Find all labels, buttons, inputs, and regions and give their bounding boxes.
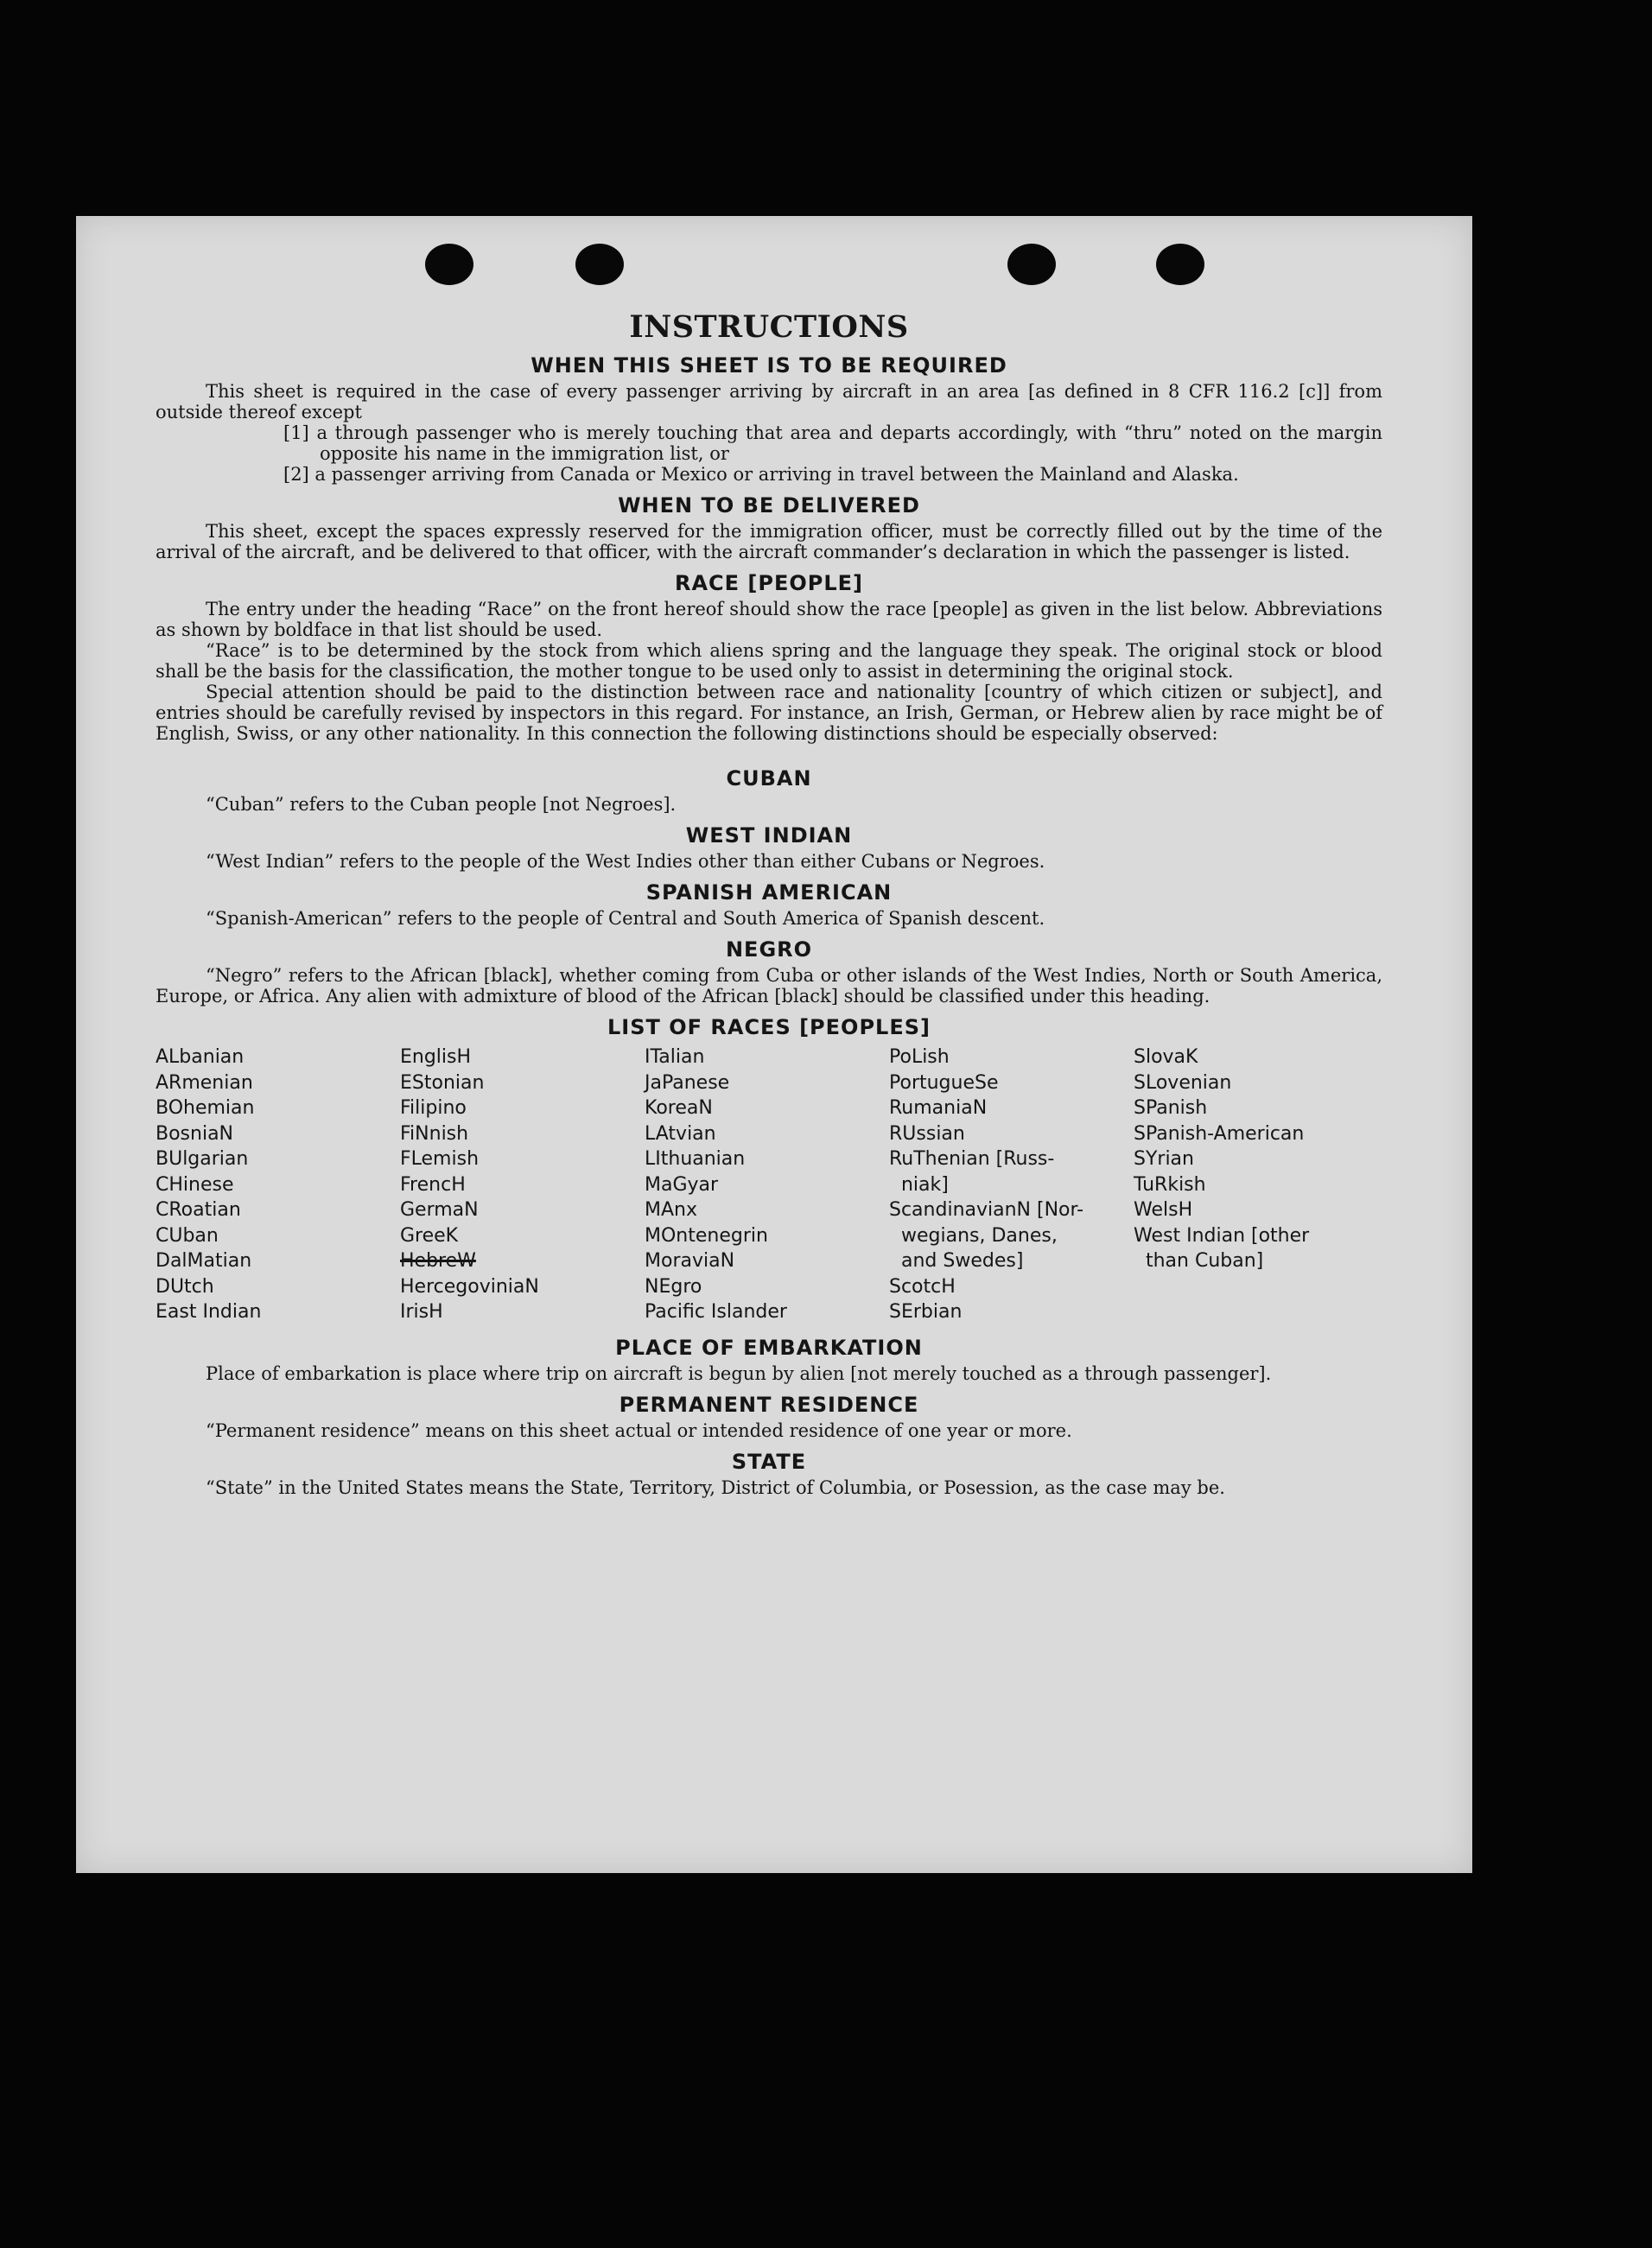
race-item: West Indian [other bbox=[1134, 1224, 1310, 1247]
race-item: SErbian bbox=[889, 1301, 963, 1323]
paragraph: “Race” is to be determined by the stock from which aliens spring and the language they speak. The original stock or blood shall be the basis for the classification, the mother tongue to be used only to assist in determining the original stock. bbox=[156, 640, 1382, 682]
race-item: BUlgarian bbox=[156, 1148, 249, 1170]
race-item: PoLish bbox=[889, 1046, 950, 1068]
race-item: ITalian bbox=[645, 1046, 705, 1068]
race-item: CHinese bbox=[156, 1173, 234, 1196]
race-item: ScandinavianN [Nor- bbox=[889, 1199, 1084, 1221]
race-item: and Swedes] bbox=[889, 1250, 1024, 1272]
section-heading: NEGRO bbox=[725, 937, 813, 962]
race-item: RUssian bbox=[889, 1122, 965, 1145]
race-item: EnglisH bbox=[400, 1046, 472, 1068]
paragraph: “Permanent residence” means on this sheet actual or intended residence of one year or more. bbox=[206, 1419, 1072, 1441]
race-item: GreeK bbox=[400, 1224, 459, 1247]
race-item: KoreaN bbox=[645, 1097, 713, 1119]
race-item: DUtch bbox=[156, 1275, 214, 1298]
race-item: RuThenian [Russ- bbox=[889, 1148, 1055, 1170]
race-item: FLemish bbox=[400, 1148, 480, 1170]
race-item: NEgro bbox=[645, 1275, 702, 1298]
punch-hole bbox=[425, 244, 473, 285]
race-item: East Indian bbox=[156, 1301, 262, 1323]
race-item: HercegoviniaN bbox=[400, 1275, 539, 1298]
races-heading: LIST OF RACES [PEOPLES] bbox=[607, 1015, 931, 1039]
races-column bbox=[400, 1045, 645, 1325]
race-item: HebreW bbox=[400, 1250, 476, 1272]
race-item: SPanish-American bbox=[1134, 1122, 1305, 1145]
race-item: MoraviaN bbox=[645, 1250, 735, 1272]
race-item: SPanish bbox=[1134, 1097, 1208, 1119]
race-item: Filipino bbox=[400, 1097, 467, 1119]
paragraph: “Spanish-American” refers to the people of Central and South America of Spanish descent. bbox=[206, 908, 1045, 929]
race-item: GermaN bbox=[400, 1199, 479, 1221]
race-item: SlovaK bbox=[1134, 1046, 1198, 1068]
list-item: [2] a passenger arriving from Canada or Mexico or arriving in travel between the Mainland and Alaska. bbox=[283, 464, 1239, 485]
paragraph: “Negro” refers to the African [black], whether coming from Cuba or other islands of the West Indies, North or South America, Europe, or Africa. Any alien with admixture of blood of the African [black] should be classified under this heading. bbox=[156, 965, 1382, 1007]
paragraph: The entry under the heading “Race” on the front hereof should show the race [people] as given in the list below. Abbreviations as shown by boldface in that list should be used. bbox=[156, 599, 1382, 640]
race-item: SYrian bbox=[1134, 1148, 1194, 1170]
section-heading: PLACE OF EMBARKATION bbox=[615, 1335, 923, 1360]
race-item: PortugueSe bbox=[889, 1071, 999, 1094]
races-column bbox=[645, 1045, 889, 1325]
race-item: MAnx bbox=[645, 1199, 697, 1221]
race-item: wegians, Danes, bbox=[889, 1224, 1058, 1247]
race-item: FrencH bbox=[400, 1173, 466, 1196]
race-item: Pacific Islander bbox=[645, 1301, 787, 1323]
race-item: ALbanian bbox=[156, 1046, 245, 1068]
race-item: CRoatian bbox=[156, 1199, 241, 1221]
section-heading: STATE bbox=[731, 1449, 807, 1474]
section-heading: RACE [PEOPLE] bbox=[674, 571, 864, 595]
races-column bbox=[1134, 1045, 1378, 1325]
section-heading: PERMANENT RESIDENCE bbox=[619, 1392, 919, 1417]
section-heading: WHEN THIS SHEET IS TO BE REQUIRED bbox=[531, 353, 1007, 378]
list-item: [1] a through passenger who is merely touching that area and departs accordingly, with “thru” noted on the margin opposite his name in the immigration list, or bbox=[283, 422, 1382, 464]
race-item: niak] bbox=[889, 1173, 949, 1196]
punch-hole bbox=[1007, 244, 1056, 285]
race-item: EStonian bbox=[400, 1071, 485, 1094]
race-item: MOntenegrin bbox=[645, 1224, 768, 1247]
race-item: BosniaN bbox=[156, 1122, 234, 1145]
paragraph: This sheet, except the spaces expressly reserved for the immigration officer, must be correctly filled out by the time of the arrival of the aircraft, and be delivered to that officer, with the aircraft commander’s declaration in which the passenger is listed. bbox=[156, 521, 1382, 562]
race-item: JaPanese bbox=[645, 1071, 730, 1094]
paragraph: “State” in the United States means the State, Territory, District of Columbia, or Posession, as the case may be. bbox=[206, 1476, 1225, 1498]
race-item: LIthuanian bbox=[645, 1148, 746, 1170]
paragraph: “Cuban” refers to the Cuban people [not Negroes]. bbox=[206, 794, 677, 815]
punch-hole bbox=[1156, 244, 1204, 285]
race-item: MaGyar bbox=[645, 1173, 719, 1196]
race-item: ARmenian bbox=[156, 1071, 253, 1094]
race-item: CUban bbox=[156, 1224, 219, 1247]
section-heading: WEST INDIAN bbox=[685, 823, 853, 848]
race-item: IrisH bbox=[400, 1301, 443, 1323]
instructions-content bbox=[156, 309, 1382, 1498]
section-heading: WHEN TO BE DELIVERED bbox=[618, 493, 920, 518]
races-column bbox=[156, 1045, 400, 1325]
race-item: BOhemian bbox=[156, 1097, 255, 1119]
race-item: FiNnish bbox=[400, 1122, 469, 1145]
race-item: ScotcH bbox=[889, 1275, 956, 1298]
races-list bbox=[156, 1045, 1382, 1325]
paragraph: Special attention should be paid to the distinction between race and nationality [country of which citizen or subject], and entries should be carefully revised by inspectors in this regard. For instance, an Irish, German, or Hebrew alien by race might be of English, Swiss, or any other nationality. In this connection the following distinctions should be especially observed: bbox=[156, 682, 1382, 744]
paragraph: This sheet is required in the case of every passenger arriving by aircraft in an area [as defined in 8 CFR 116.2 [c]] from outside thereof except bbox=[156, 381, 1382, 422]
race-item: than Cuban] bbox=[1134, 1250, 1264, 1272]
page-title: INSTRUCTIONS bbox=[629, 309, 909, 345]
document-sheet bbox=[76, 216, 1472, 1873]
race-item: TuRkish bbox=[1134, 1173, 1206, 1196]
race-item: WelsH bbox=[1134, 1199, 1193, 1221]
races-column bbox=[889, 1045, 1134, 1325]
race-item: SLovenian bbox=[1134, 1071, 1232, 1094]
race-item: LAtvian bbox=[645, 1122, 716, 1145]
punch-hole bbox=[575, 244, 624, 285]
race-item: DalMatian bbox=[156, 1250, 252, 1272]
paragraph: Place of embarkation is place where trip on aircraft is begun by alien [not merely touched as a through passenger]. bbox=[206, 1362, 1272, 1384]
paragraph: “West Indian” refers to the people of the West Indies other than either Cubans or Negroes. bbox=[206, 851, 1045, 872]
section-heading: SPANISH AMERICAN bbox=[645, 880, 893, 905]
race-item: RumaniaN bbox=[889, 1097, 988, 1119]
section-heading: CUBAN bbox=[726, 766, 812, 791]
